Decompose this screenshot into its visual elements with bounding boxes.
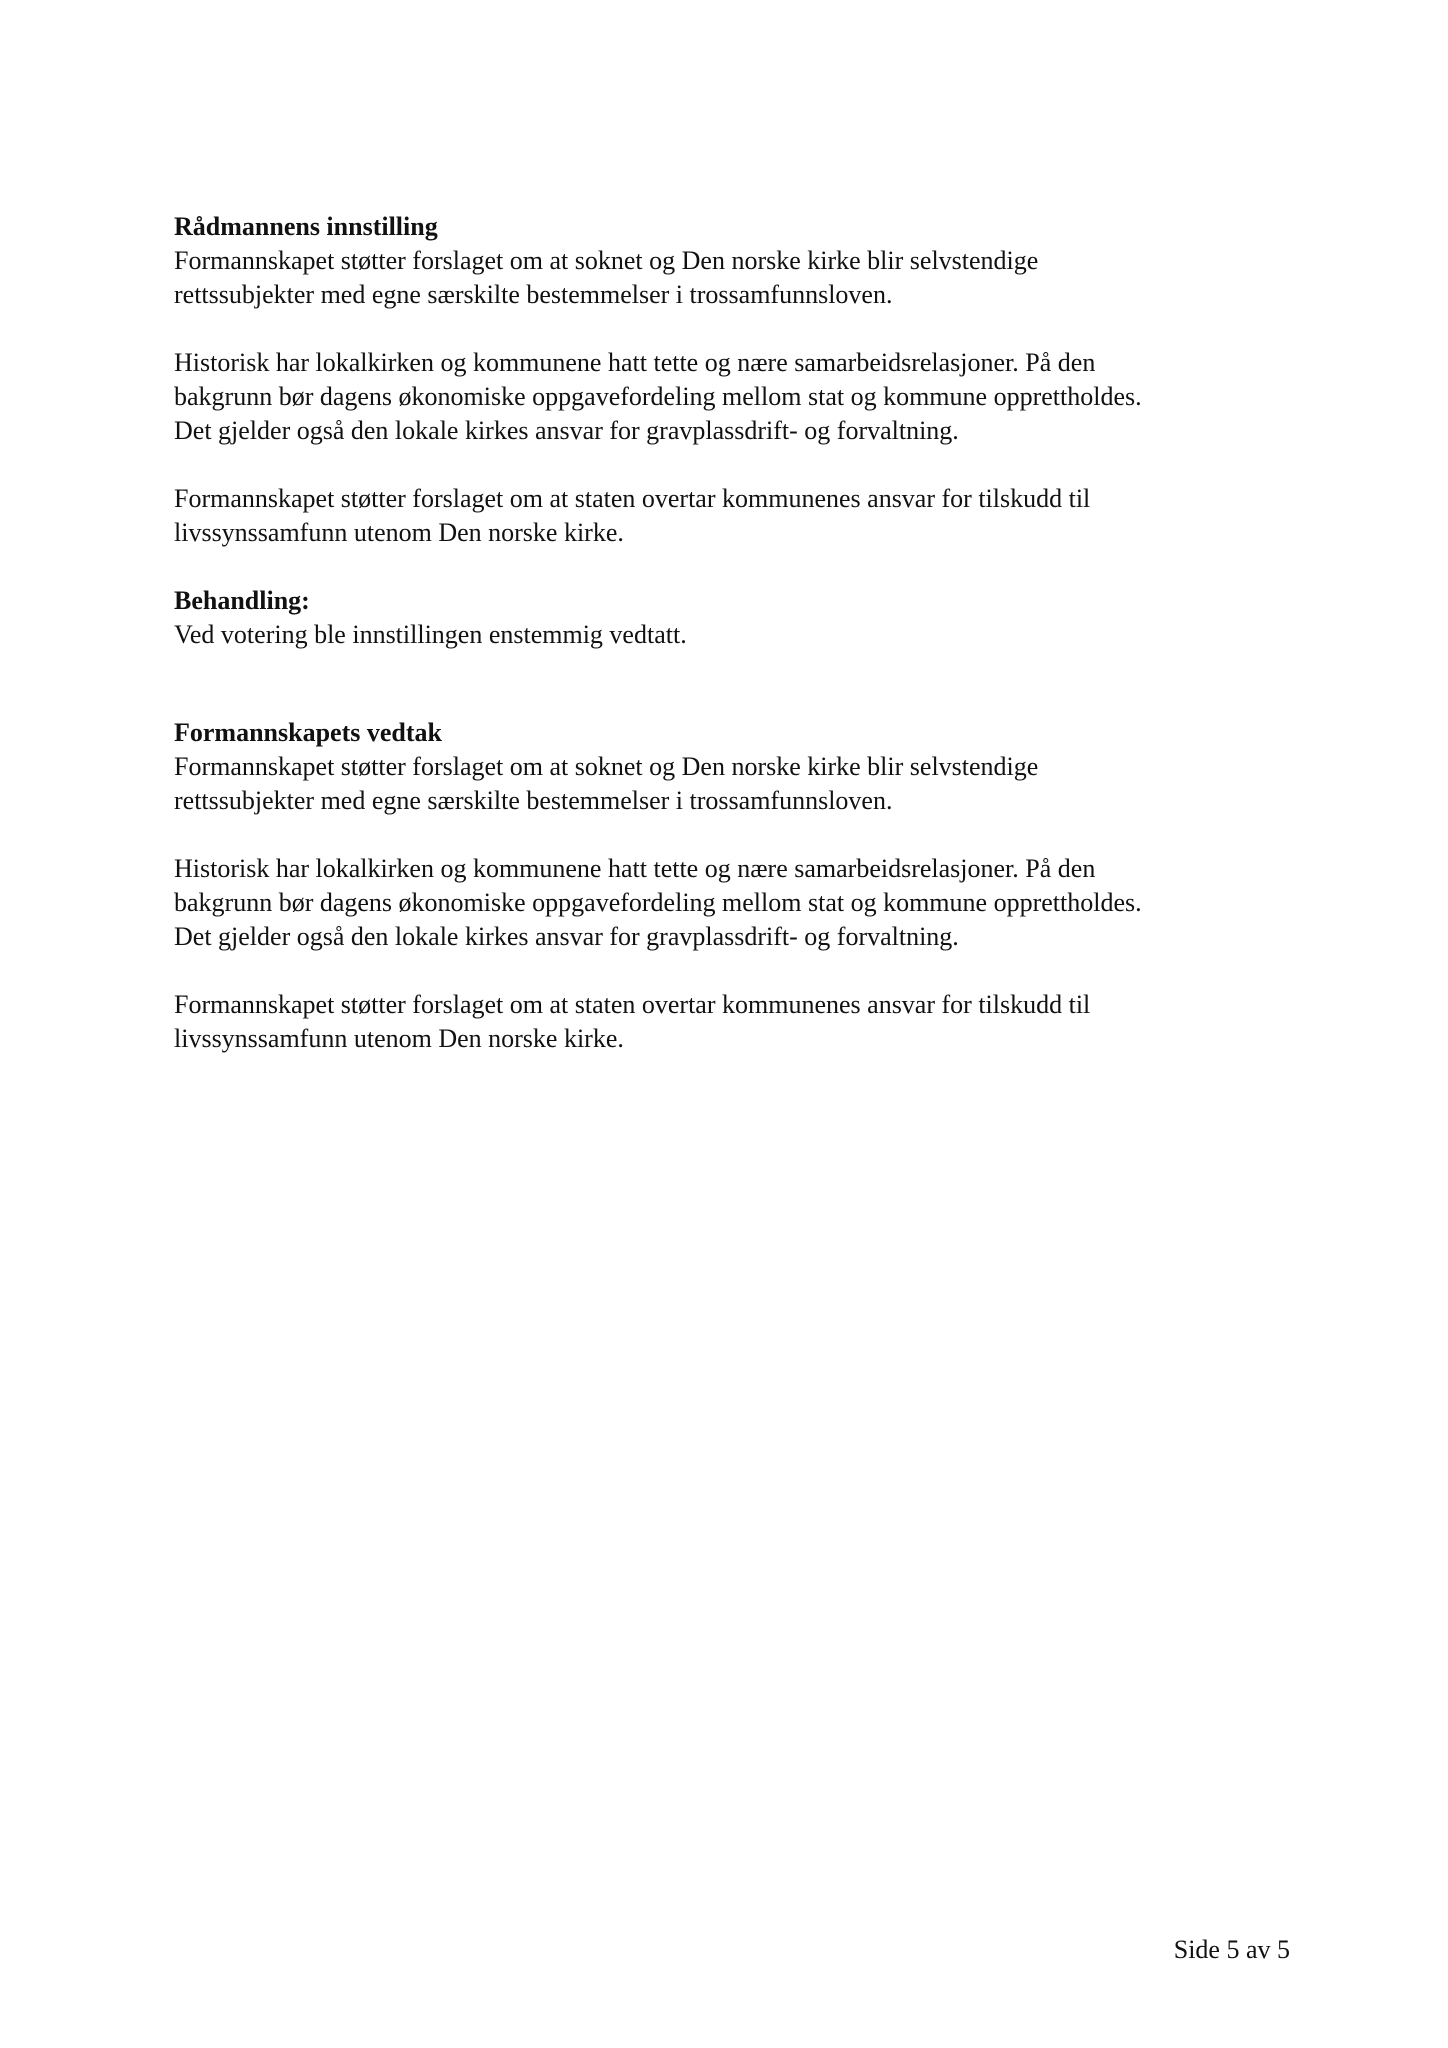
text-line: bakgrunn bør dagens økonomiske oppgavefordeling mellom stat og kommune opprettholdes. — [174, 888, 1142, 917]
section-heading-formannskapets-vedtak: Formannskapets vedtak — [174, 718, 442, 747]
paragraph — [174, 618, 1324, 652]
paragraph — [174, 988, 1324, 1056]
text-line: Formannskapet støtter forslaget om at soknet og Den norske kirke blir selvstendige — [174, 752, 1039, 781]
page-number: Side 5 av 5 — [1173, 1935, 1290, 1964]
text-line: Formannskapet støtter forslaget om at staten overtar kommunenes ansvar for tilskudd til — [174, 990, 1091, 1019]
paragraph — [174, 244, 1324, 312]
text-line: Formannskapet støtter forslaget om at staten overtar kommunenes ansvar for tilskudd til — [174, 484, 1091, 513]
text-line: Historisk har lokalkirken og kommunene hatt tette og nære samarbeidsrelasjoner. På den — [174, 348, 1096, 377]
document-body — [174, 210, 1324, 1056]
paragraph — [174, 482, 1324, 550]
text-line: bakgrunn bør dagens økonomiske oppgavefordeling mellom stat og kommune opprettholdes. — [174, 382, 1142, 411]
text-line: rettssubjekter med egne særskilte bestemmelser i trossamfunnsloven. — [174, 786, 893, 815]
text-line: livssynssamfunn utenom Den norske kirke. — [174, 1024, 624, 1053]
text-line: Det gjelder også den lokale kirkes ansvar for gravplassdrift- og forvaltning. — [174, 416, 959, 445]
text-line: livssynssamfunn utenom Den norske kirke. — [174, 518, 624, 547]
paragraph — [174, 346, 1324, 448]
text-line: Formannskapet støtter forslaget om at soknet og Den norske kirke blir selvstendige — [174, 246, 1039, 275]
text-line: Ved votering ble innstillingen enstemmig vedtatt. — [174, 620, 687, 649]
section-heading-behandling: Behandling: — [174, 586, 310, 615]
text-line: rettssubjekter med egne særskilte bestemmelser i trossamfunnsloven. — [174, 280, 893, 309]
text-line: Det gjelder også den lokale kirkes ansvar for gravplassdrift- og forvaltning. — [174, 922, 959, 951]
section-heading-radmannens-innstilling: Rådmannens innstilling — [174, 212, 438, 241]
paragraph — [174, 750, 1324, 818]
text-line: Historisk har lokalkirken og kommunene hatt tette og nære samarbeidsrelasjoner. På den — [174, 854, 1096, 883]
paragraph — [174, 852, 1324, 954]
